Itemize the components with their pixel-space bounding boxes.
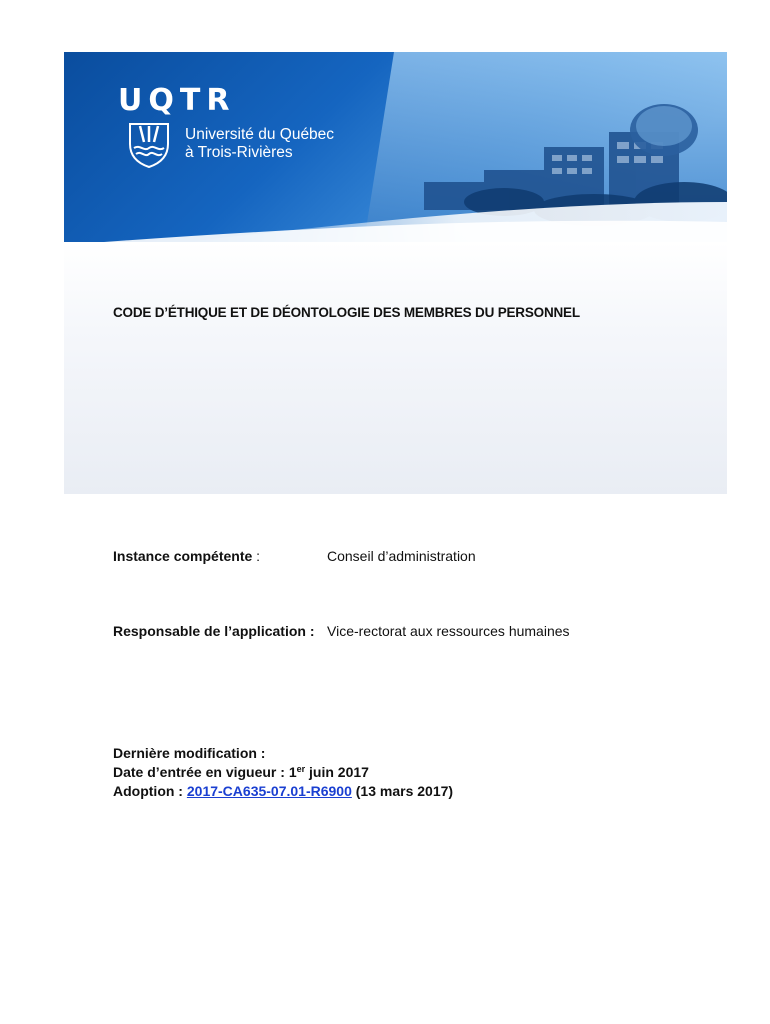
adoption-resolution-link[interactable]: 2017-CA635-07.01-R6900: [186, 783, 352, 799]
instance-label: [113, 548, 260, 564]
effective-date-superscript: er: [296, 764, 306, 774]
effective-date-suffix: juin 2017: [305, 764, 369, 780]
university-name-line1: Université du Québec: [185, 126, 335, 143]
instance-label-text: Instance compétente: [113, 548, 253, 564]
responsable-value: Vice-rectorat aux ressources humaines: [327, 623, 570, 639]
responsable-label: Responsable de l’application :: [113, 623, 315, 639]
effective-date-prefix: Date d’entrée en vigueur : 1: [113, 764, 297, 780]
effective-date: [113, 763, 453, 782]
adoption-prefix: Adoption :: [113, 783, 187, 799]
adoption-suffix: (13 mars 2017): [351, 783, 454, 799]
modification-block: [113, 744, 453, 801]
uqtr-logo-wordmark: UQTR: [118, 83, 236, 118]
uqtr-crest-icon: [128, 122, 170, 168]
title-panel: [64, 242, 727, 494]
university-name-line2: à Trois-Rivières: [185, 144, 293, 161]
instance-label-separator: :: [252, 548, 261, 564]
instance-value: Conseil d’administration: [327, 548, 476, 564]
document-title: CODE D’ÉTHIQUE ET DE DÉONTOLOGIE DES MEMBRES DU PERSONNEL: [113, 305, 580, 320]
adoption-line: [113, 782, 453, 801]
modification-heading: Dernière modification :: [113, 745, 266, 761]
